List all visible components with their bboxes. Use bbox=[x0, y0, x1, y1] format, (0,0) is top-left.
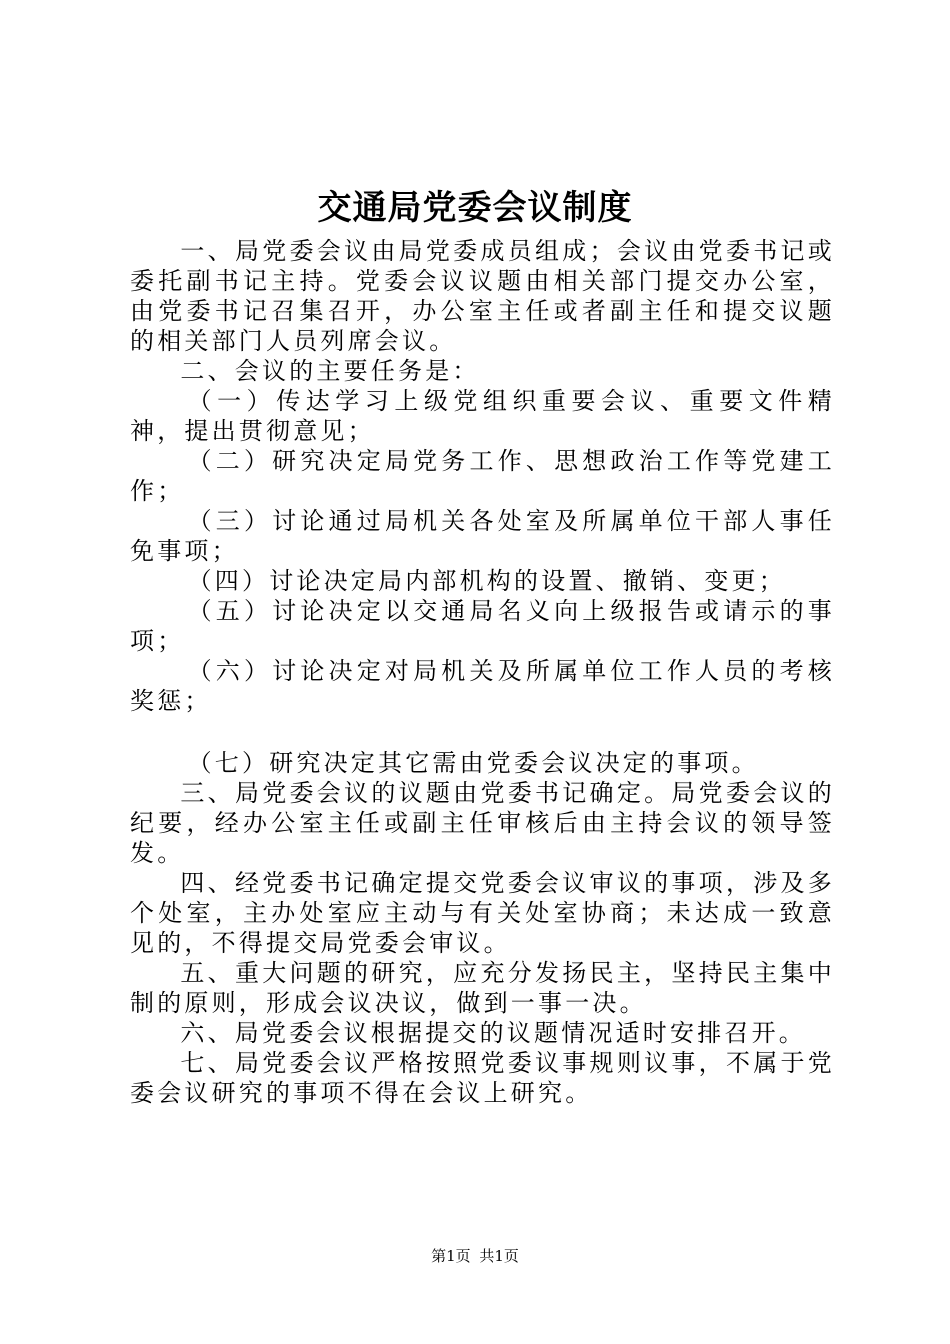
page-number: 第1页 bbox=[431, 1247, 471, 1265]
list-item-4: （四）讨论决定局内部机构的设置、撤销、变更； bbox=[187, 567, 786, 595]
list-item-1: （一）传达学习上级党组织重要会议、重要文件精神，提出贯彻意见； bbox=[130, 387, 835, 445]
paragraph-1: 一、局党委会议由局党委成员组成；会议由党委书记或委托副书记主持。党委会议议题由相关部门提交办公室，由党委书记召集召开，办公室主任或者副主任和提交议题的相关部门人员列席会议。 bbox=[130, 237, 835, 355]
page-total: 共1页 bbox=[479, 1247, 519, 1265]
list-item-7: （七）研究决定其它需由党委会议决定的事项。 bbox=[187, 749, 759, 777]
document-title: 交通局党委会议制度 bbox=[317, 188, 633, 228]
paragraph-5: 五、重大问题的研究，应充分发扬民主，坚持民主集中制的原则，形成会议决议，做到一事一决。 bbox=[130, 959, 835, 1017]
list-item-3: （三）讨论通过局机关各处室及所属单位干部人事任免事项； bbox=[130, 507, 835, 565]
paragraph-2: 二、会议的主要任务是： bbox=[180, 357, 480, 385]
list-item-2: （二）研究决定局党务工作、思想政治工作等党建工作； bbox=[130, 447, 835, 505]
paragraph-7: 七、局党委会议严格按照党委议事规则议事，不属于党委会议研究的事项不得在会议上研究。 bbox=[130, 1049, 835, 1107]
paragraph-6: 六、局党委会议根据提交的议题情况适时安排召开。 bbox=[180, 1019, 806, 1047]
page-footer bbox=[0, 1246, 950, 1266]
list-item-5: （五）讨论决定以交通局名义向上级报告或请示的事项； bbox=[130, 597, 835, 655]
list-item-6: （六）讨论决定对局机关及所属单位工作人员的考核奖惩； bbox=[130, 657, 835, 715]
document-body bbox=[130, 236, 835, 1108]
paragraph-4: 四、经党委书记确定提交党委会议审议的事项，涉及多个处室，主办处室应主动与有关处室协商；未达成一致意见的，不得提交局党委会审议。 bbox=[130, 869, 835, 957]
paragraph-3: 三、局党委会议的议题由党委书记确定。局党委会议的纪要，经办公室主任或副主任审核后由主持会议的领导签发。 bbox=[130, 779, 835, 867]
